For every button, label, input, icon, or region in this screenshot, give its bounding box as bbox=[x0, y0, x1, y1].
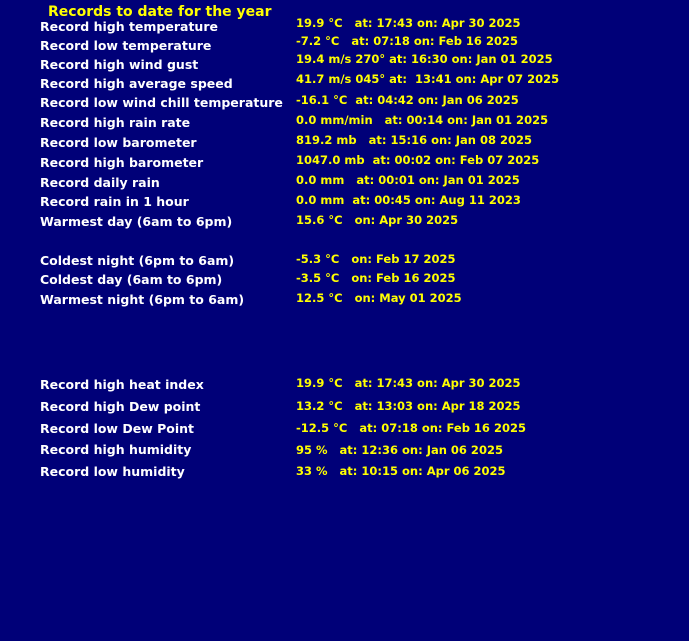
record-value-low-barometer: 819.2 mb at: 15:16 on: Jan 08 2025 bbox=[296, 133, 533, 147]
record-value-warmest-night: 12.5 °C on: May 01 2025 bbox=[296, 291, 462, 305]
record-label-coldest-night: Coldest night (6pm to 6am) bbox=[40, 253, 235, 268]
record-label-low-temperature: Record low temperature bbox=[40, 38, 212, 53]
record-label-rain-in-1-hour: Record rain in 1 hour bbox=[40, 194, 189, 209]
record-label-low-wind-chill: Record low wind chill temperature bbox=[40, 95, 283, 110]
record-label-coldest-day: Coldest day (6am to 6pm) bbox=[40, 272, 223, 287]
record-label-daily-rain: Record daily rain bbox=[40, 175, 160, 190]
record-value-high-rain-rate: 0.0 mm/min at: 00:14 on: Jan 01 2025 bbox=[296, 113, 549, 127]
record-label-high-rain-rate: Record high rain rate bbox=[40, 115, 191, 130]
record-label-high-average-speed: Record high average speed bbox=[40, 76, 233, 91]
record-value-daily-rain: 0.0 mm at: 00:01 on: Jan 01 2025 bbox=[296, 173, 520, 187]
record-label-warmest-day: Warmest day (6am to 6pm) bbox=[40, 214, 233, 229]
record-label-high-humidity: Record high humidity bbox=[40, 442, 192, 457]
record-label-high-barometer: Record high barometer bbox=[40, 155, 204, 170]
record-label-high-temperature: Record high temperature bbox=[40, 19, 218, 34]
record-value-low-wind-chill: -16.1 °C at: 04:42 on: Jan 06 2025 bbox=[296, 93, 519, 107]
record-value-high-heat-index: 19.9 °C at: 17:43 on: Apr 30 2025 bbox=[296, 376, 521, 390]
record-label-high-wind-gust: Record high wind gust bbox=[40, 57, 199, 72]
record-label-high-dew-point: Record high Dew point bbox=[40, 399, 201, 414]
record-value-coldest-night: -5.3 °C on: Feb 17 2025 bbox=[296, 252, 456, 266]
record-label-warmest-night: Warmest night (6pm to 6am) bbox=[40, 292, 245, 307]
record-value-low-humidity: 33 % at: 10:15 on: Apr 06 2025 bbox=[296, 464, 506, 478]
record-value-high-barometer: 1047.0 mb at: 00:02 on: Feb 07 2025 bbox=[296, 153, 540, 167]
record-value-high-average-speed: 41.7 m/s 045° at: 13:41 on: Apr 07 2025 bbox=[296, 72, 560, 86]
record-label-low-dew-point: Record low Dew Point bbox=[40, 421, 194, 436]
record-label-low-barometer: Record low barometer bbox=[40, 135, 197, 150]
record-value-high-dew-point: 13.2 °C at: 13:03 on: Apr 18 2025 bbox=[296, 399, 521, 413]
record-value-low-dew-point: -12.5 °C at: 07:18 on: Feb 16 2025 bbox=[296, 421, 526, 435]
record-value-high-humidity: 95 % at: 12:36 on: Jan 06 2025 bbox=[296, 443, 503, 457]
record-value-warmest-day: 15.6 °C on: Apr 30 2025 bbox=[296, 213, 459, 227]
record-value-coldest-day: -3.5 °C on: Feb 16 2025 bbox=[296, 271, 456, 285]
record-value-high-temperature: 19.9 °C at: 17:43 on: Apr 30 2025 bbox=[296, 16, 521, 30]
page-title: Records to date for the year bbox=[48, 4, 272, 20]
record-value-high-wind-gust: 19.4 m/s 270° at: 16:30 on: Jan 01 2025 bbox=[296, 52, 553, 66]
record-label-high-heat-index: Record high heat index bbox=[40, 377, 204, 392]
record-value-low-temperature: -7.2 °C at: 07:18 on: Feb 16 2025 bbox=[296, 34, 518, 48]
record-label-low-humidity: Record low humidity bbox=[40, 464, 185, 479]
record-value-rain-in-1-hour: 0.0 mm at: 00:45 on: Aug 11 2023 bbox=[296, 193, 521, 207]
